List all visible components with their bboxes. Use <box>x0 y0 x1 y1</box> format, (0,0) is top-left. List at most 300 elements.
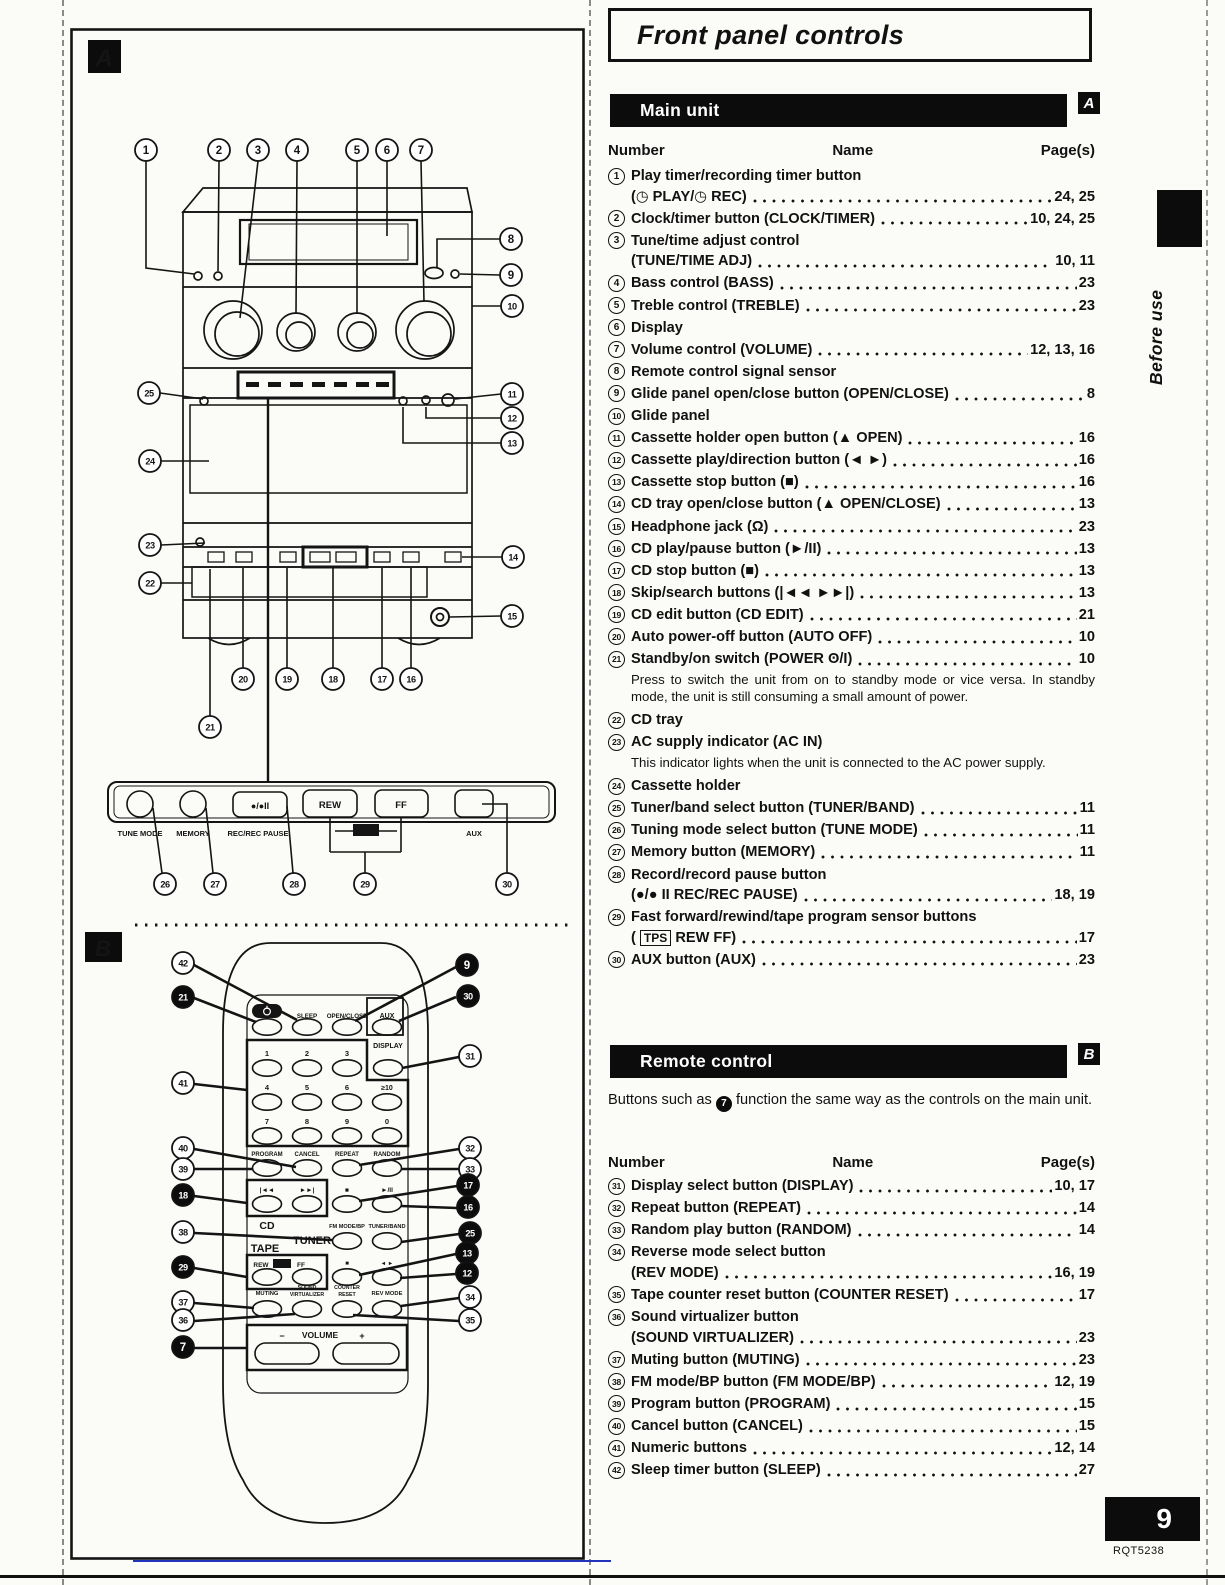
dot-leader <box>809 1428 1077 1434</box>
control-list-item <box>608 231 1095 272</box>
page-number-badge: 9 <box>1105 1497 1200 1541</box>
control-list-item <box>608 406 1095 427</box>
callout-5-number: 5 <box>353 145 361 157</box>
callout-number: 35 <box>608 1286 625 1303</box>
svg-text:8: 8 <box>304 1117 310 1126</box>
callout-39-number: 39 <box>178 1164 188 1175</box>
control-name: Display <box>631 319 683 336</box>
remote-button <box>373 1019 402 1035</box>
panel-b-badge <box>85 932 122 962</box>
callout-19-number: 19 <box>282 674 292 685</box>
control-name: Cancel button (CANCEL) <box>631 1418 803 1435</box>
control-list-item <box>608 583 1095 604</box>
control-list-item <box>608 842 1095 863</box>
callout-24-number: 24 <box>145 456 155 467</box>
callout-4-number: 4 <box>293 145 301 157</box>
control-name-row <box>631 166 1095 187</box>
control-list-item <box>608 450 1095 471</box>
control-name-row <box>631 776 1095 797</box>
svg-text:RESET: RESET <box>338 1292 356 1298</box>
control-name: Bass control (BASS) <box>631 275 774 292</box>
page-refs: 14 <box>1078 1200 1095 1217</box>
remote-button <box>293 1301 322 1317</box>
svg-text:SLEEP: SLEEP <box>296 1013 318 1020</box>
control-name: Play timer/recording timer button <box>631 168 862 184</box>
callout-21-number: 21 <box>178 992 188 1003</box>
control-name: Auto power-off button (AUTO OFF) <box>631 628 873 645</box>
callout-number: 14 <box>608 496 625 513</box>
dot-leader <box>893 462 1077 468</box>
dot-leader <box>836 1406 1076 1412</box>
control-name-row <box>631 561 1095 582</box>
control-name: Sound virtualizer button <box>631 1309 799 1326</box>
control-name: Glide panel open/close button (OPEN/CLOSE) <box>631 385 949 402</box>
control-list-item <box>608 273 1095 294</box>
callout-7-number: 7 <box>179 1342 187 1354</box>
dot-leader <box>804 897 1053 903</box>
dot-leader <box>780 285 1077 291</box>
control-name-row <box>631 710 1095 731</box>
dot-leader <box>878 639 1076 645</box>
callout-number: 25 <box>608 800 625 817</box>
knob-volume <box>396 301 454 359</box>
control-name-row <box>631 384 1095 405</box>
callout-10-number: 10 <box>507 301 517 312</box>
control-name: Skip/search buttons (|◄◄ ►►|) <box>631 584 855 601</box>
remote-button <box>333 1233 362 1249</box>
callout-number: 28 <box>608 866 625 883</box>
page-refs: 10, 11 <box>1055 253 1095 270</box>
main-unit-diagram <box>183 188 472 645</box>
callout-number: 33 <box>608 1222 625 1239</box>
svg-text:A: A <box>95 45 113 72</box>
svg-text:4: 4 <box>264 1083 270 1092</box>
remote-button <box>293 1196 322 1212</box>
control-name: CD play/pause button (►/II) <box>631 540 822 557</box>
control-name-row <box>631 649 1095 670</box>
control-name-row <box>631 450 1095 471</box>
svg-text:TUNER/BAND: TUNER/BAND <box>368 1224 406 1230</box>
control-list-item <box>608 472 1095 493</box>
control-name-row <box>631 1372 1095 1393</box>
control-list-item <box>608 1285 1095 1306</box>
control-name-row <box>631 1176 1095 1197</box>
callout-number: 31 <box>608 1178 625 1195</box>
callout-12-number: 12 <box>462 1268 472 1279</box>
remote-column-headers <box>608 1154 1095 1171</box>
page-refs: 10 <box>1078 628 1095 645</box>
svg-text:REV MODE: REV MODE <box>371 1291 403 1297</box>
callout-number: 29 <box>608 909 625 926</box>
callout-18-number: 18 <box>328 674 338 685</box>
svg-text:TAPE: TAPE <box>250 1243 280 1255</box>
control-list-item <box>608 820 1095 841</box>
panel-a-badge <box>88 40 121 73</box>
control-name-row <box>631 539 1095 560</box>
main-unit-column-headers <box>608 142 1095 159</box>
callout-number: 36 <box>608 1309 625 1326</box>
control-name-row <box>631 865 1095 886</box>
callout-6-number: 6 <box>383 145 391 157</box>
callout-number: 39 <box>608 1395 625 1412</box>
callout-11-number: 11 <box>507 389 517 400</box>
callout-number: 9 <box>608 385 625 402</box>
control-name: (TUNE/TIME ADJ) <box>631 253 753 270</box>
control-name-row <box>631 251 1095 272</box>
svg-text:REPEAT: REPEAT <box>335 1152 359 1158</box>
svg-text:9: 9 <box>344 1117 350 1126</box>
col-number: Number <box>608 1154 665 1171</box>
control-name-row <box>631 928 1095 949</box>
control-name: (REV MODE) <box>631 1264 719 1281</box>
callout-30-number: 30 <box>502 879 512 890</box>
scan-edge-left <box>62 0 64 1585</box>
remote-button <box>293 1060 322 1076</box>
callout-21-number: 21 <box>205 722 215 733</box>
callout-number: 24 <box>608 778 625 795</box>
control-list-item <box>608 865 1095 906</box>
callout-35-number: 35 <box>465 1315 475 1326</box>
dot-leader <box>753 198 1053 204</box>
page-refs: 23 <box>1078 297 1095 314</box>
col-name: Name <box>832 142 874 159</box>
callout-number: 13 <box>608 474 625 491</box>
callout-9-number: 9 <box>507 270 515 282</box>
callout-14-number: 14 <box>508 552 518 563</box>
scan-bottom-line <box>0 1575 1225 1578</box>
control-name: AC supply indicator (AC IN) <box>631 734 823 751</box>
page-refs: 23 <box>1078 951 1095 968</box>
svg-text:■: ■ <box>345 1187 349 1194</box>
control-name-row <box>631 340 1095 361</box>
col-pages: Page(s) <box>1040 1154 1095 1171</box>
page-refs: 17 <box>1078 929 1095 946</box>
page-refs: 13 <box>1078 540 1095 557</box>
callout-number: 16 <box>608 540 625 557</box>
control-name: Cassette holder open button (▲ OPEN) <box>631 430 903 447</box>
page-refs: 23 <box>1078 275 1095 292</box>
cd-buttons-highlight <box>303 547 367 567</box>
callout-18-number: 18 <box>178 1190 188 1201</box>
remote-button <box>333 1160 362 1176</box>
control-name: (SOUND VIRTUALIZER) <box>631 1329 794 1346</box>
control-name-row <box>631 1328 1095 1349</box>
callout-number: 12 <box>608 452 625 469</box>
svg-text:TPS: TPS <box>359 828 373 835</box>
callout-number: 23 <box>608 734 625 751</box>
remote-button <box>373 1128 402 1144</box>
scan-edge-right <box>1206 0 1208 1585</box>
control-name-row <box>631 1394 1095 1415</box>
remote-button <box>253 1060 282 1076</box>
callout-number: 40 <box>608 1418 625 1435</box>
dot-leader <box>955 396 1085 402</box>
control-list-item <box>608 517 1095 538</box>
dot-leader <box>753 1450 1052 1456</box>
control-list-item <box>608 428 1095 449</box>
callout-34-number: 34 <box>465 1292 475 1303</box>
control-name: Standby/on switch (POWER ʘ/I) <box>631 651 853 668</box>
control-list-item <box>608 649 1095 709</box>
callout-1-number: 1 <box>142 145 150 157</box>
callout-number: 34 <box>608 1244 625 1261</box>
svg-text:AUX: AUX <box>466 829 482 838</box>
control-list-item <box>608 1438 1095 1459</box>
svg-text:+: + <box>359 1331 365 1341</box>
control-name: CD tray open/close button (▲ OPEN/CLOSE) <box>631 496 941 513</box>
callout-17-number: 17 <box>377 674 387 685</box>
page-refs: 24, 25 <box>1054 188 1095 205</box>
control-list-item <box>608 1394 1095 1415</box>
callout-32-number: 32 <box>465 1143 475 1154</box>
svg-text:►/II: ►/II <box>381 1187 393 1194</box>
remote-button <box>293 1128 322 1144</box>
svg-text:3: 3 <box>344 1049 350 1058</box>
page-title: Front panel controls <box>637 19 905 50</box>
control-list-item <box>608 710 1095 731</box>
dot-leader <box>806 1361 1077 1367</box>
callout-number: 5 <box>608 297 625 314</box>
dot-leader <box>860 594 1077 600</box>
callout-2-number: 2 <box>215 145 223 157</box>
control-name-row <box>631 732 1095 753</box>
control-name: CD tray <box>631 712 683 729</box>
control-name: Tape counter reset button (COUNTER RESET) <box>631 1286 949 1303</box>
control-list-item <box>608 1198 1095 1219</box>
remote-button <box>253 1019 282 1035</box>
callout-number: 19 <box>608 606 625 623</box>
control-name-row <box>631 842 1095 863</box>
dot-leader <box>765 572 1077 578</box>
svg-text:1: 1 <box>264 1049 270 1058</box>
callout-number: 37 <box>608 1351 625 1368</box>
svg-text:B: B <box>95 936 111 961</box>
control-list-item <box>608 340 1095 361</box>
callout-number: 38 <box>608 1373 625 1390</box>
remote-button <box>333 1128 362 1144</box>
callout-number: 2 <box>608 210 625 227</box>
page-refs: 27 <box>1078 1462 1095 1479</box>
dot-leader <box>827 1472 1077 1478</box>
remote-button <box>373 1301 402 1317</box>
callout-16-number: 16 <box>406 674 416 685</box>
callout-number: 17 <box>608 562 625 579</box>
control-name-row <box>631 627 1095 648</box>
callout-29-number: 29 <box>360 879 370 890</box>
page-refs: 18, 19 <box>1054 887 1095 904</box>
control-name-row <box>631 820 1095 841</box>
dot-leader <box>924 832 1078 838</box>
callout-13-number: 13 <box>462 1248 472 1259</box>
dot-leader <box>807 1210 1077 1216</box>
callout-17-number: 17 <box>463 1180 473 1191</box>
callout-16-number: 16 <box>463 1202 473 1213</box>
callout-15-number: 15 <box>507 611 517 622</box>
control-name: Fast forward/rewind/tape program sensor buttons <box>631 909 977 926</box>
control-list-item <box>608 798 1095 819</box>
control-name: Headphone jack (Ω) <box>631 518 769 535</box>
callout-number: 15 <box>608 518 625 535</box>
control-name: Cassette stop button (■) <box>631 474 799 491</box>
control-name-row <box>631 406 1095 427</box>
tune-mode-button <box>127 791 153 817</box>
callout-number: 22 <box>608 712 625 729</box>
control-name: Record/record pause button <box>631 866 827 883</box>
main-unit-section-title: Main unit <box>640 100 720 120</box>
callout-25-number: 25 <box>465 1228 475 1239</box>
page-title-box <box>608 8 1092 62</box>
control-name-row <box>631 428 1095 449</box>
control-name: FM mode/BP button (FM MODE/BP) <box>631 1373 876 1390</box>
callout-number: 3 <box>608 232 625 249</box>
dot-leader <box>758 263 1053 269</box>
control-list-item <box>608 1220 1095 1241</box>
callout-number: 6 <box>608 319 625 336</box>
remote-section-bar <box>610 1045 1067 1078</box>
dot-leader <box>800 1339 1077 1345</box>
control-list-item <box>608 296 1095 317</box>
callout-number: 21 <box>608 651 625 668</box>
page-refs: 13 <box>1078 496 1095 513</box>
control-list-item <box>608 166 1095 207</box>
col-name: Name <box>832 1154 874 1171</box>
section-tab-label: Before use <box>1146 289 1166 385</box>
control-name: CD stop button (■) <box>631 562 759 579</box>
control-name-row <box>631 1350 1095 1371</box>
svg-text:COUNTER: COUNTER <box>334 1285 360 1291</box>
callout-36-number: 36 <box>178 1315 188 1326</box>
page-refs: 16 <box>1078 452 1095 469</box>
svg-text:AUX: AUX <box>379 1013 395 1020</box>
control-list-item <box>608 1460 1095 1481</box>
control-list-item <box>608 362 1095 383</box>
remote-button <box>293 1094 322 1110</box>
callout-number: 1 <box>608 168 625 185</box>
control-list-item <box>608 627 1095 648</box>
callout-41-number: 41 <box>178 1078 188 1089</box>
main-unit-control-list <box>608 166 1095 972</box>
page-refs: 17 <box>1078 1286 1095 1303</box>
remote-button <box>253 1128 282 1144</box>
control-list-item <box>608 1242 1095 1283</box>
control-name-row <box>631 1263 1095 1284</box>
dot-leader <box>955 1297 1077 1303</box>
svg-text:6: 6 <box>344 1083 350 1092</box>
callout-25-number: 25 <box>144 388 154 399</box>
page-refs: 12, 14 <box>1054 1440 1095 1457</box>
control-name: Glide panel <box>631 408 710 425</box>
svg-text:■: ■ <box>345 1261 349 1267</box>
display-window <box>240 220 417 264</box>
dot-leader <box>805 484 1077 490</box>
callout-23-number: 23 <box>145 540 155 551</box>
control-list-item <box>608 1372 1095 1393</box>
control-list-item <box>608 1416 1095 1437</box>
control-name-row <box>631 1285 1095 1306</box>
remote-diagram <box>223 943 428 1523</box>
volume-down-button <box>255 1343 319 1364</box>
callout-number: 42 <box>608 1462 625 1479</box>
callout-number: 27 <box>608 844 625 861</box>
control-name: Cassette play/direction button (◄ ►) <box>631 452 887 469</box>
callout-37-number: 37 <box>178 1297 188 1308</box>
remote-labels <box>251 1013 406 1341</box>
page-refs: 23 <box>1078 1329 1095 1346</box>
callout-number: 18 <box>608 584 625 601</box>
scan-edge-middle <box>589 0 591 1585</box>
callout-13-number: 13 <box>507 438 517 449</box>
control-name-row <box>631 583 1095 604</box>
control-name-row <box>631 1460 1095 1481</box>
control-name: Memory button (MEMORY) <box>631 844 816 861</box>
page-refs: 11 <box>1079 844 1095 861</box>
callout-40-number: 40 <box>178 1143 188 1154</box>
page-refs: 23 <box>1078 1351 1095 1368</box>
control-name: Program button (PROGRAM) <box>631 1395 831 1412</box>
control-name: Tuning mode select button (TUNE MODE) <box>631 822 918 839</box>
control-name: (◷ PLAY/◷ REC) <box>631 188 747 205</box>
control-name: Treble control (TREBLE) <box>631 297 800 314</box>
callout-7-number: 7 <box>417 145 425 157</box>
remote-button <box>333 1060 362 1076</box>
power-button <box>208 552 224 562</box>
svg-text:FF: FF <box>297 1262 305 1269</box>
dot-leader <box>774 528 1076 534</box>
control-name-row <box>631 950 1095 971</box>
control-name: Tune/time adjust control <box>631 232 800 249</box>
remote-button <box>373 1094 402 1110</box>
control-name: Random play button (RANDOM) <box>631 1222 852 1239</box>
control-name-row <box>631 885 1095 906</box>
page-refs: 16 <box>1078 474 1095 491</box>
control-name: Volume control (VOLUME) <box>631 341 813 358</box>
control-list-item <box>608 539 1095 560</box>
dot-leader <box>762 961 1077 967</box>
svg-text:2: 2 <box>304 1049 310 1058</box>
callout-26-number: 26 <box>160 879 170 890</box>
dot-leader <box>810 616 1077 622</box>
dot-leader <box>881 220 1028 226</box>
control-name-row <box>631 605 1095 626</box>
dot-leader <box>806 307 1077 313</box>
svg-text:MEMORY: MEMORY <box>176 829 210 838</box>
remote-button <box>293 1160 322 1176</box>
page-refs: 12, 19 <box>1054 1373 1095 1390</box>
control-name: Repeat button (REPEAT) <box>631 1200 801 1217</box>
control-name-row <box>631 1220 1095 1241</box>
control-list-item <box>608 384 1095 405</box>
remote-button <box>293 1019 322 1035</box>
control-name: Muting button (MUTING) <box>631 1351 800 1368</box>
callout-42-number: 42 <box>178 958 188 969</box>
control-list-item <box>608 494 1095 515</box>
control-name: Clock/timer button (CLOCK/TIMER) <box>631 210 876 227</box>
callout-number: 26 <box>608 822 625 839</box>
page-refs: 10, 17 <box>1054 1178 1095 1194</box>
callout-29-number: 29 <box>178 1262 188 1273</box>
callout-9-number: 9 <box>463 960 471 972</box>
page-refs: 10, 24, 25 <box>1030 210 1095 227</box>
control-name-row <box>631 362 1095 383</box>
svg-text:VIRTUALIZER: VIRTUALIZER <box>289 1292 325 1298</box>
svg-text:►►|: ►►| <box>299 1187 315 1194</box>
control-name-row <box>631 1416 1095 1437</box>
control-list-item <box>608 776 1095 797</box>
svg-text:MUTING: MUTING <box>255 1291 279 1297</box>
col-pages: Page(s) <box>1040 142 1095 159</box>
svg-text:7: 7 <box>264 1117 270 1126</box>
knob-tune <box>204 301 262 359</box>
